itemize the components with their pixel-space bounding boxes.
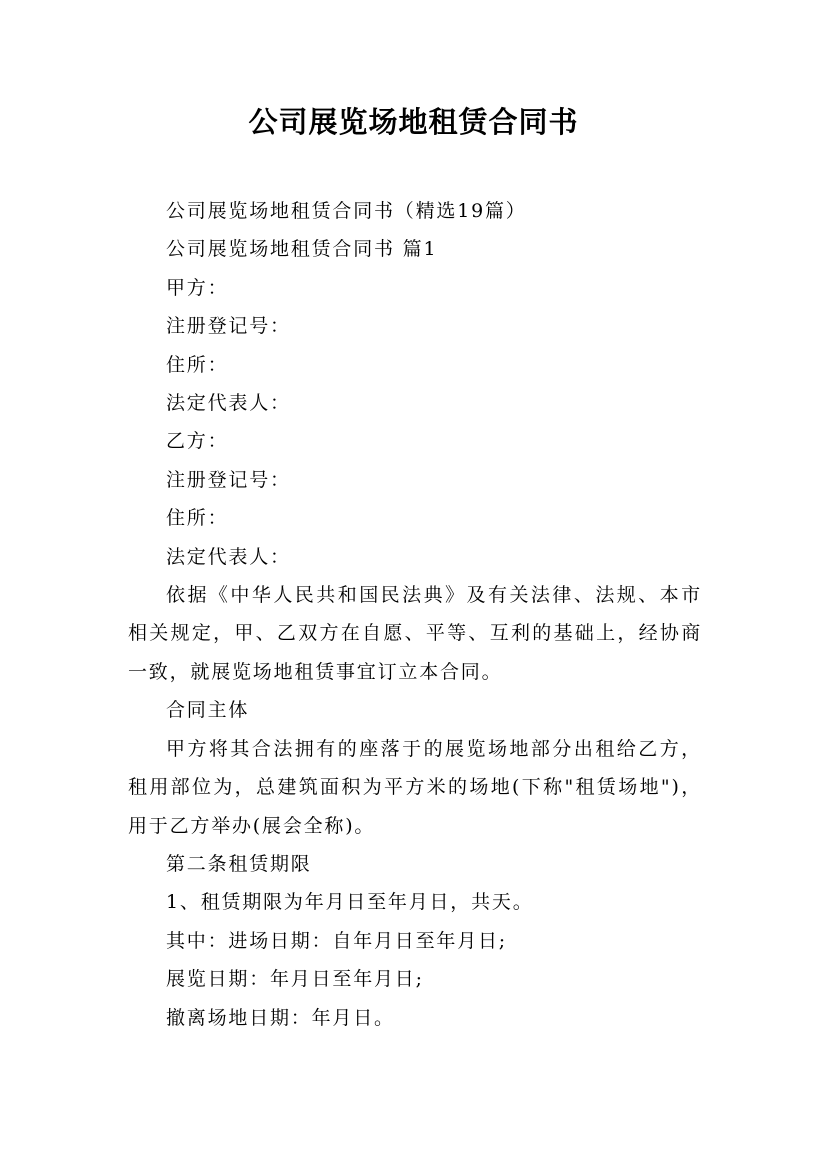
paragraph-party-b-address: 住所： [166,507,229,530]
paragraph-entry-date: 其中：进场日期：自年月日至年月日; [166,929,508,952]
paragraph-party-a: 甲方： [166,276,229,299]
paragraph-contract-subject-heading: 合同主体 [166,699,250,722]
paragraph-lease-term-1: 1、租赁期限为年月日至年月日，共天。 [166,891,534,914]
paragraph-party-a-registration: 注册登记号： [166,315,291,338]
paragraph-lease-term-heading: 第二条租赁期限 [166,852,312,875]
paragraph-party-a-address: 住所： [166,353,229,376]
paragraph-exhibition-date: 展览日期：年月日至年月日; [166,968,424,991]
document-body [128,192,702,1037]
paragraph-withdrawal-date: 撤离场地日期：年月日。 [166,1006,395,1029]
paragraph-preamble: 依据《中华人民共和国民法典》及有关法律、法规、本市相关规定，甲、乙双方在自愿、平等、互利的基础上，经协商一致，就展览场地租赁事宜订立本合同。 [128,584,702,683]
paragraph-party-b-representative: 法定代表人： [166,545,291,568]
paragraph-subtitle: 公司展览场地租赁合同书（精选19篇） [166,200,527,222]
paragraph-party-b-registration: 注册登记号： [166,468,291,491]
paragraph-party-a-representative: 法定代表人： [166,392,291,415]
paragraph-party-b: 乙方： [166,430,229,453]
paragraph-section-heading: 公司展览场地租赁合同书 篇1 [166,238,438,261]
document-title: 公司展览场地租赁合同书 [248,105,579,139]
paragraph-contract-subject-body: 甲方将其合法拥有的座落于的展览场地部分出租给乙方，租用部位为，总建筑面积为平方米的场地(下称"租赁场地")，用于乙方举办(展会全称)。 [128,737,702,837]
